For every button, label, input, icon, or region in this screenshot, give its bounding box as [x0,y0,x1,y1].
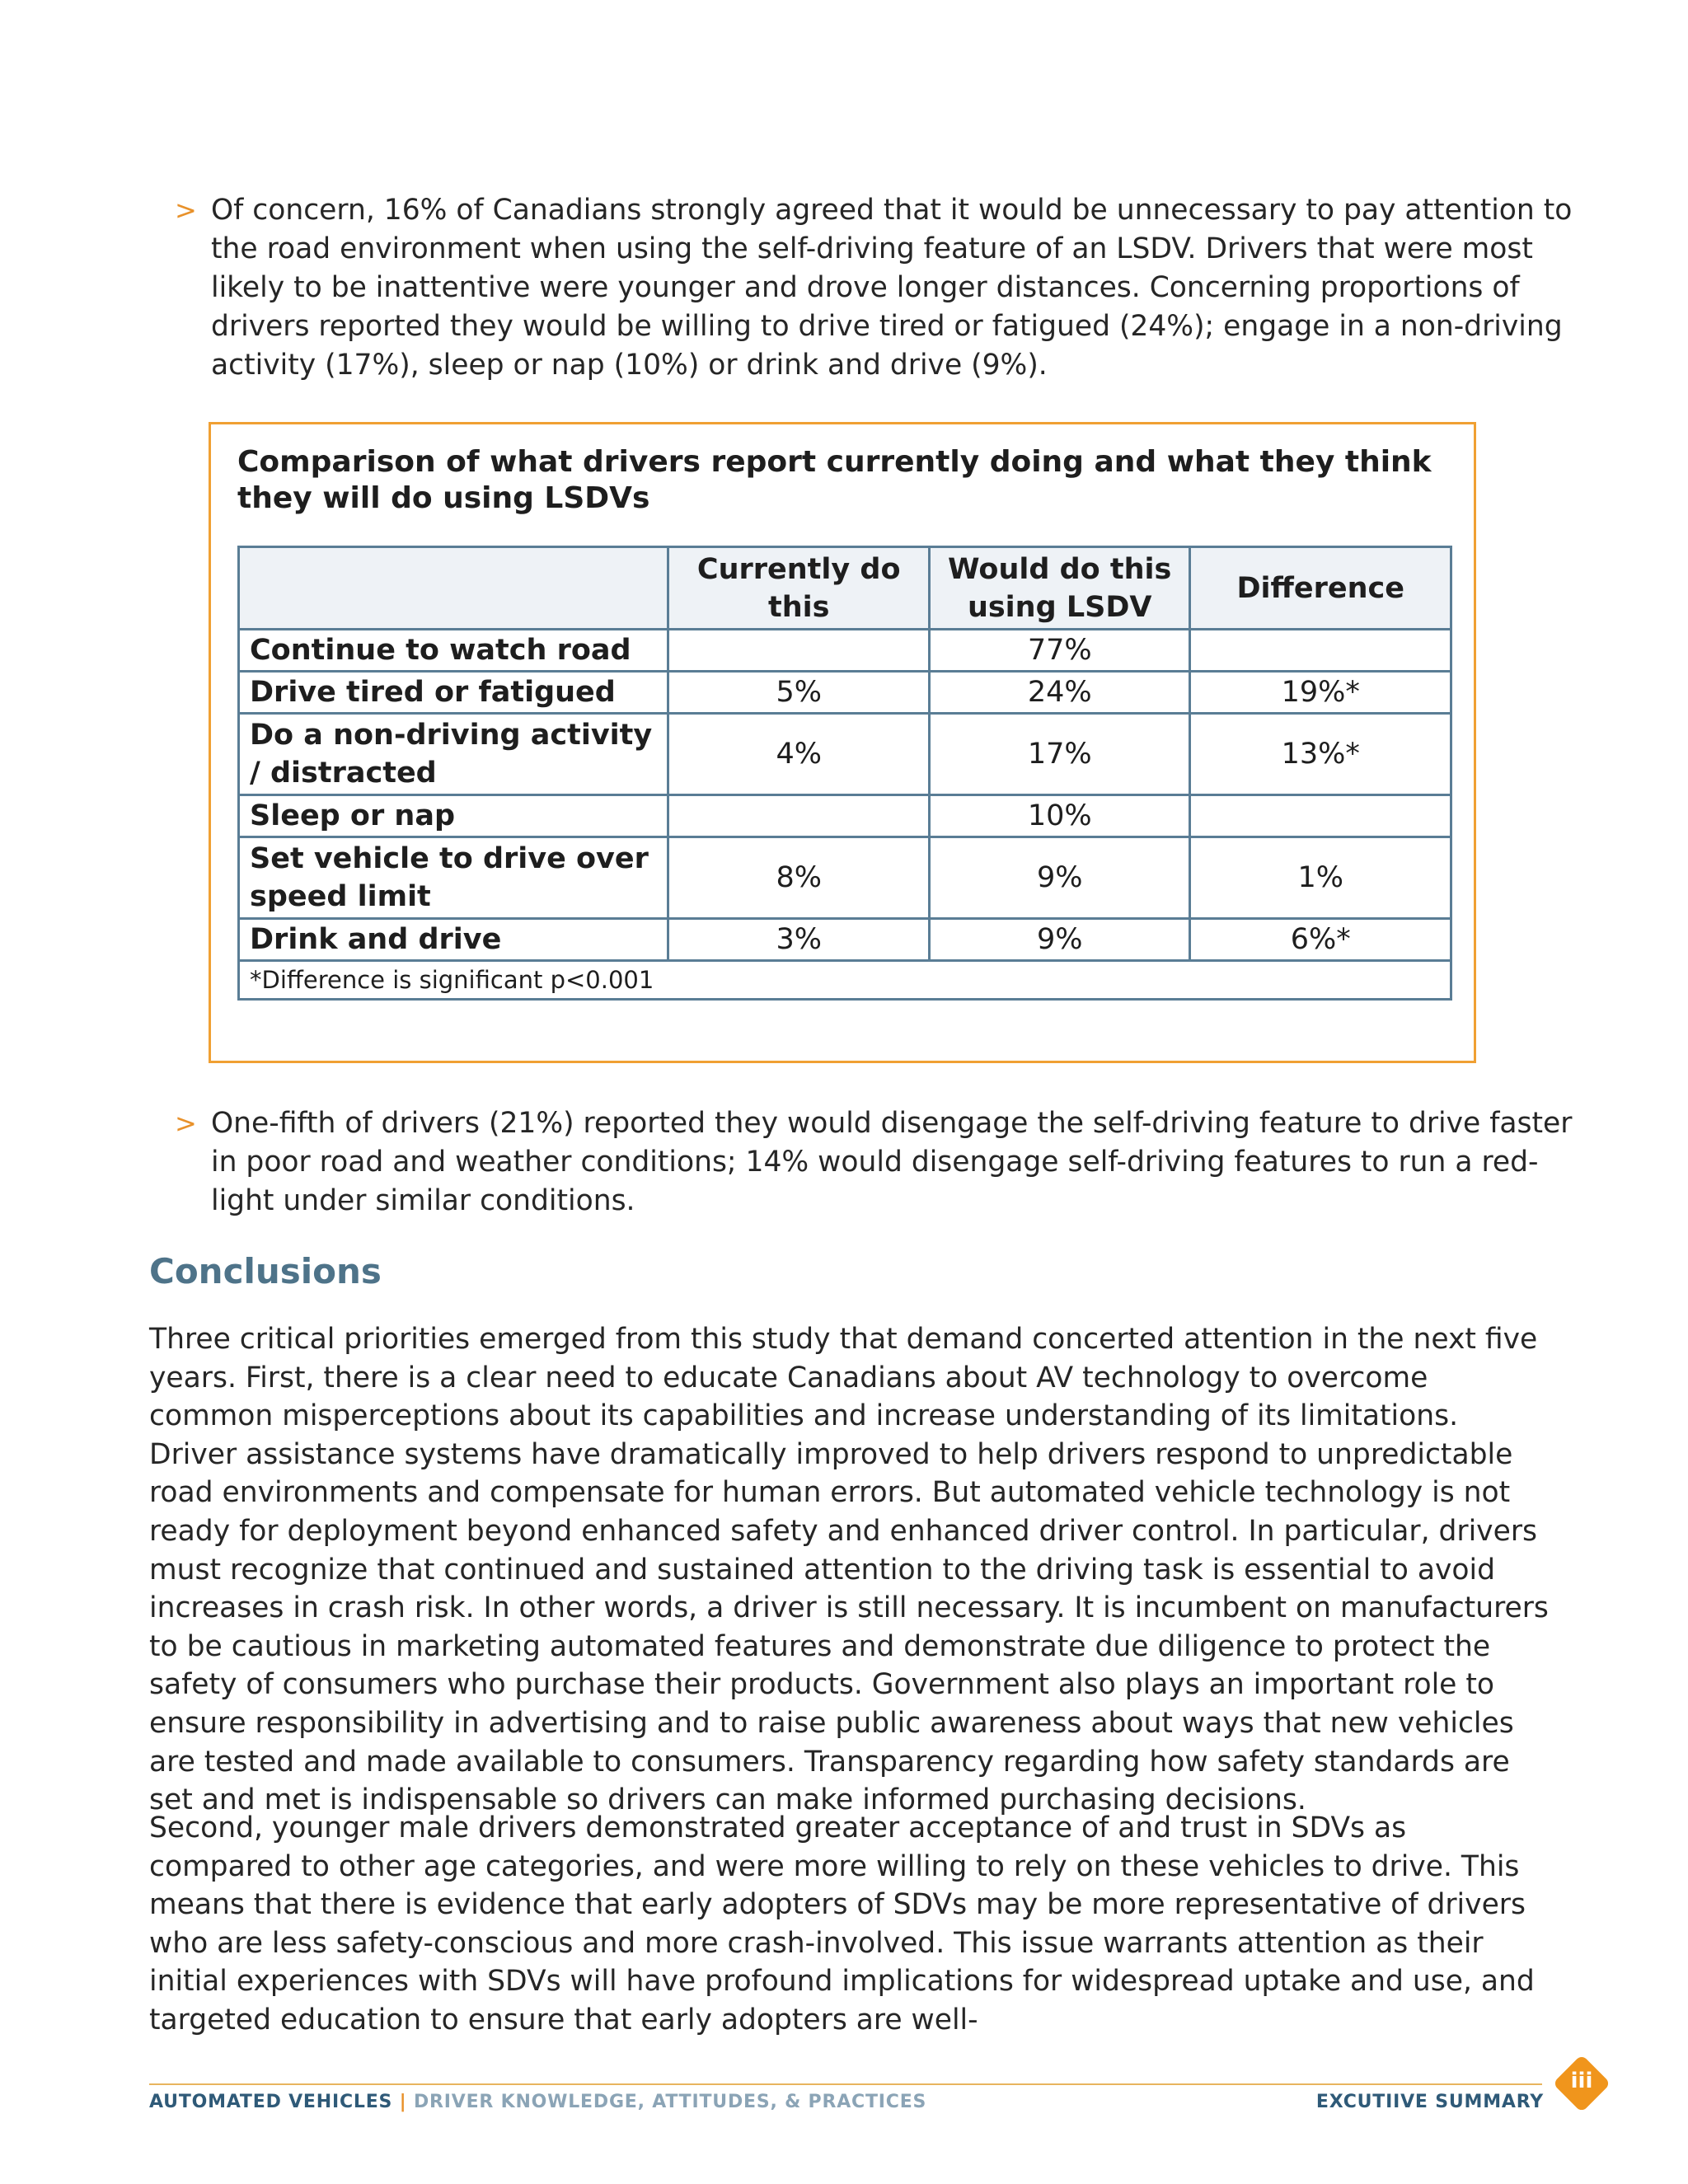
row-label: Drink and drive [239,919,668,961]
footer-divider [149,2083,1542,2085]
cell-diff: 19%* [1190,672,1451,714]
row-label: Drive tired or fatigued [239,672,668,714]
table-row [239,630,1451,672]
cell-diff [1190,630,1451,672]
row-label: Sleep or nap [239,795,668,837]
table-title: Comparison of what drivers report currently doing and what they think they will do using LSDVs [237,445,1432,515]
table-header-row [239,547,1451,630]
row-label: Continue to watch road [239,630,668,672]
cell-current: 3% [668,919,930,961]
footer-separator: | [399,2092,407,2112]
bullet-text: Of concern, 16% of Canadians strongly agreed that it would be unnecessary to pay attention to the road environment when using the self-driving feature of an LSDV. Drivers that were most likely to be inattentive were younger and drove longer distances. Concerning proportions of drivers reported they would be willing to drive tired or fatigued (24%); engage in a non-driving activity (17%), sleep or nap (10%) or drink and drive (9%). [211,194,1573,382]
paragraph: Second, younger male drivers demonstrated greater acceptance of and trust in SDVs as compared to other age categories, and were more willing to rely on these vehicles to drive. This means that there is evidence that early adopters of SDVs may be more representative of drivers who are less safety-conscious and more crash-involved. This issue warrants attention as their initial experiences with SDVs will have profound implications for widespread uptake and use, and targeted education to ensure that early adopters are well- [149,1811,1535,2036]
page-number: iii [1570,2069,1593,2093]
table-row [239,795,1451,837]
table-row [239,919,1451,961]
cell-lsdv: 24% [929,672,1190,714]
table-row [239,672,1451,714]
header-empty [239,547,668,630]
comparison-table-box [209,422,1476,1063]
chevron-right-icon: > [175,1108,197,1139]
cell-current: 5% [668,672,930,714]
chevron-right-icon: > [175,194,197,226]
cell-current: 8% [668,837,930,919]
table-footnote: *Difference is significant p<0.001 [239,961,1451,1000]
page-number-badge [1552,2054,1611,2113]
cell-lsdv: 9% [929,837,1190,919]
cell-diff [1190,795,1451,837]
bullet-item [175,191,1576,385]
footer-title: AUTOMATED VEHICLES [149,2092,393,2112]
footer-section-label: EXCUTIIVE SUMMARY [1315,2092,1544,2112]
cell-lsdv: 9% [929,919,1190,961]
header-lsdv: Would do this using LSDV [929,547,1190,630]
bullet-item [175,1104,1576,1221]
cell-current [668,795,930,837]
footer-left [149,2092,926,2112]
cell-lsdv: 77% [929,630,1190,672]
cell-lsdv: 10% [929,795,1190,837]
cell-current: 4% [668,714,930,795]
comparison-table [237,546,1452,1001]
table-row [239,714,1451,795]
bullet-text: One-fifth of drivers (21%) reported they would disengage the self-driving feature to drive faster in poor road and weather conditions; 14% would disengage self-driving features to run a red-light under similar conditions. [211,1107,1573,1217]
header-currently: Currently do this [668,547,930,630]
cell-diff: 1% [1190,837,1451,919]
table-row [239,837,1451,919]
header-difference: Difference [1190,547,1451,630]
cell-diff: 6%* [1190,919,1451,961]
paragraph: Three critical priorities emerged from this study that demand concerted attention in the next five years. First, there is a clear need to educate Canadians about AV technology to overcome common misperceptions about its capabilities and increase understanding of its limitations. Driver assistance systems have dramatically improved to help drivers respond to unpredictable road environments and compensate for human errors. But automated vehicle technology is not ready for deployment beyond enhanced safety and enhanced driver control. In particular, drivers must recognize that continued and sustained attention to the driving task is essential to avoid increases in crash risk. In other words, a driver is still necessary. It is incumbent on manufacturers to be cautious in marketing automated features and demonstrate due diligence to protect the safety of consumers who purchase their products. Government also plays an important role to ensure responsibility in advertising and to raise public awareness about ways that new vehicles are tested and made available to consumers. Transparency regarding how safety standards are set and met is indispensable so drivers can make informed purchasing decisions. [149,1323,1549,1817]
row-label: Set vehicle to drive over speed limit [239,837,668,919]
cell-lsdv: 17% [929,714,1190,795]
section-heading: Conclusions [149,1251,382,1291]
footer-subtitle: DRIVER KNOWLEDGE, ATTITUDES, & PRACTICES [413,2092,927,2112]
table-note-row [239,961,1451,1000]
row-label: Do a non-driving activity / distracted [239,714,668,795]
cell-diff: 13%* [1190,714,1451,795]
cell-current [668,630,930,672]
